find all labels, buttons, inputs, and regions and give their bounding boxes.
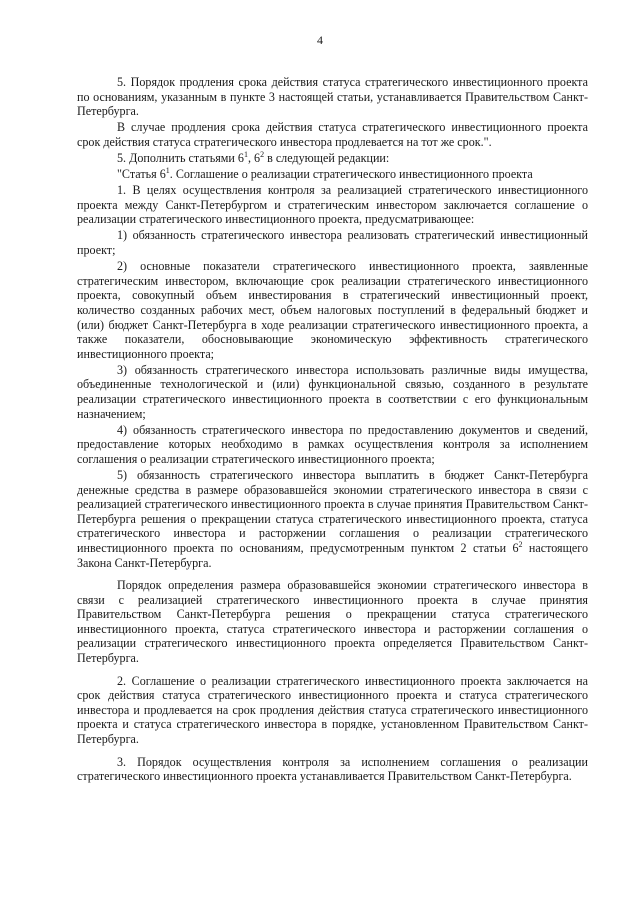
paragraph-amendment-intro: 5. Дополнить статьями $6^1$, $6^2$ в следующей редакции: <box>117 149 390 165</box>
paragraph-extension-procedure: 5. Порядок продления срока действия статуса стратегического инвестиционного проекта по основаниям, указанным в пункте 3 настоящей статьи, устанавливается Правительством Санкт-Петербурга. <box>77 75 588 119</box>
list-item-5: 5) обязанность стратегического инвестора выплатить в бюджет Санкт-Петербурга денежные средства в размере образовавшейся экономии стратегического инвестора в связи с реализацией стратегического инвестиционного проекта в случае принятия Правительством Санкт-Петербурга решения о прекращении статуса стратегического инвестиционного проекта, статуса стратегического инвестора и расторжении соглашения о реализации стратегического инвестиционного проекта по основаниям, предусмотренным пунктом 2 статьи $6^2$ настоящего Закона Санкт-Петербурга. <box>77 467 588 570</box>
clause-2: 2. Соглашение о реализации стратегического инвестиционного проекта заключается на срок действия статуса стратегического инвестиционного проекта и статуса стратегического инвестора и продлевается на срок продления действия статуса стратегического инвестиционного проекта и статуса стратегического инвестора в порядке, установленном Правительством Санкт-Петербурга. <box>77 673 588 747</box>
list-item-3: 3) обязанность стратегического инвестора использовать различные виды имущества, объединенные технологической и (или) функциональной связью, созданного в результате реализации стратегического инвестиционного проекта в соответствии с его функциональным назначением; <box>77 362 588 421</box>
article-heading: "Статья $6^1$. Соглашение о реализации стратегического инвестиционного проекта <box>117 166 533 182</box>
paragraph-extension-investor-status: В случае продления срока действия статуса стратегического инвестиционного проекта срок действия статуса стратегического инвестора продлевается на тот же срок.". <box>77 120 588 149</box>
list-item-1: 1) обязанность стратегического инвестора реализовать стратегический инвестиционный проект; <box>77 228 588 258</box>
clause-3: 3. Порядок осуществления контроля за исполнением соглашения о реализации стратегического инвестиционного проекта устанавливается Правительством Санкт-Петербурга. <box>77 754 588 784</box>
clause-1: 1. В целях осуществления контроля за реализацией стратегического инвестиционного проекта между Санкт-Петербургом и стратегическим инвестором заключается соглашение о реализации стратегического инвестиционного проекта, предусматривающее: <box>77 183 588 227</box>
paragraph-savings-procedure: Порядок определения размера образовавшейся экономии стратегического инвестора в связи с реализацией стратегического инвестиционного проекта в случае принятия Правительством Санкт-Петербурга решения о прекращении статуса стратегического инвестиционного проекта, статуса стратегического инвестора и расторжении соглашения о реализации стратегического инвестиционного проекта определяется Правительством Санкт-Петербурга. <box>77 578 588 666</box>
page-number: 4 <box>317 33 323 47</box>
document-body <box>77 75 588 785</box>
list-item-2: 2) основные показатели стратегического инвестиционного проекта, заявленные стратегическим инвестором, включающие срок реализации стратегического инвестиционного проекта, совокупный объем инвестирования в стратегический инвестиционный проект, количество созданных рабочих мест, объем налоговых поступлений в федеральный бюджет и (или) бюджет Санкт-Петербурга в ходе реализации стратегического инвестиционного проекта, а также показатели, обосновывающие экономическую эффективность стратегического инвестиционного проекта; <box>77 259 588 361</box>
list-item-4: 4) обязанность стратегического инвестора по предоставлению документов и сведений, предоставление которых необходимо в рамках осуществления контроля за исполнением соглашения о реализации стратегического инвестиционного проекта; <box>77 422 588 466</box>
